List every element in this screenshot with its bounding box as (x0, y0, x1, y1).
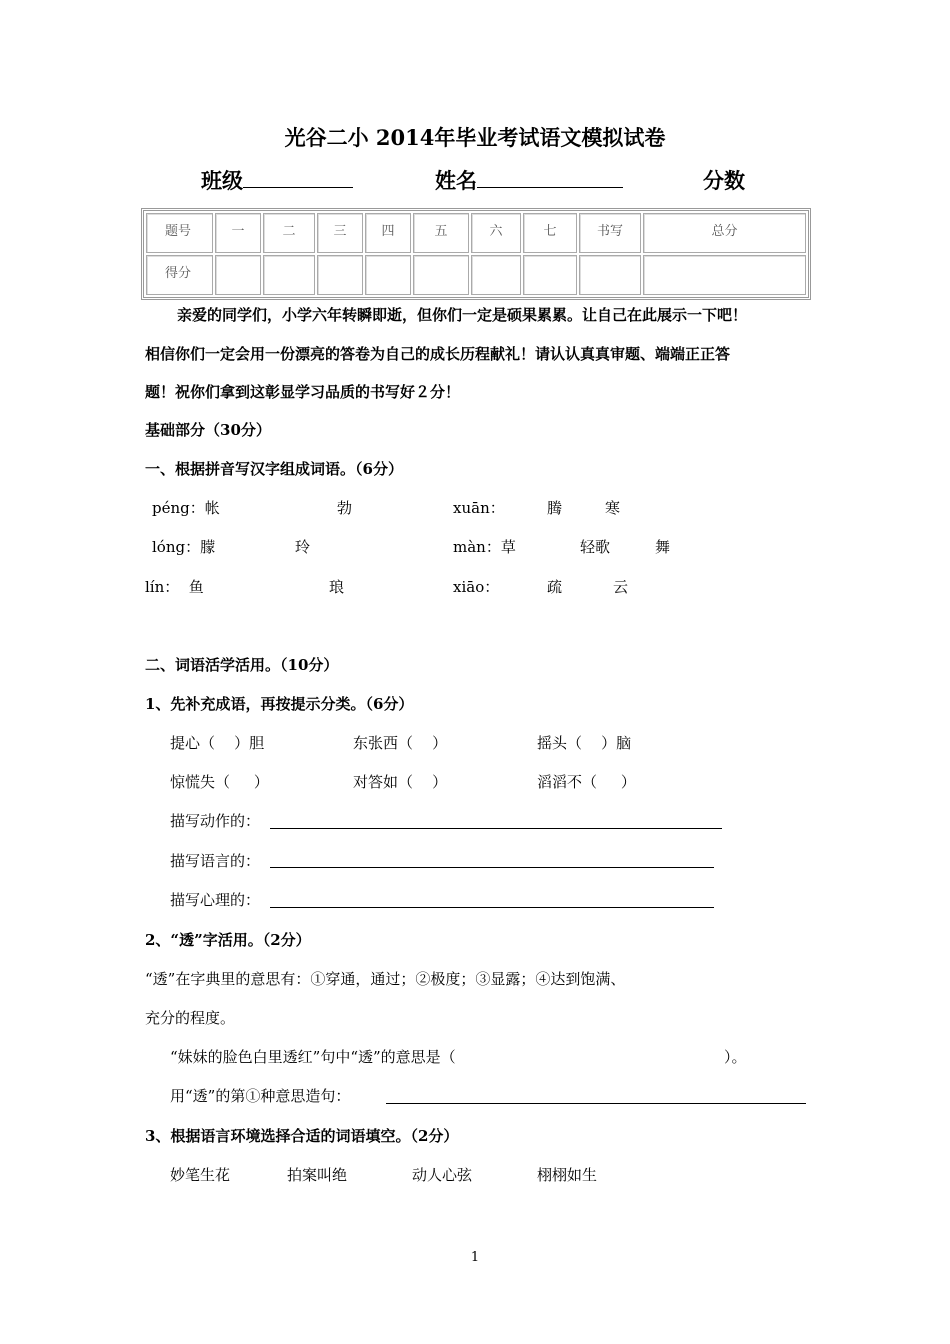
answer-line-action[interactable] (270, 827, 722, 829)
pinyin-word: 琅 (329, 578, 345, 596)
score-header-cell: 三 (317, 213, 363, 253)
q1-title: 一、根据拼音写汉字组成词语。（6分） (145, 460, 403, 478)
intro-line-3: 题！祝你们拿到这彰显学习品质的书写好２分！ (145, 383, 461, 401)
definition-line-2: 充分的程度。 (145, 1009, 236, 1027)
idiom-item: 对答如（ ） (353, 773, 448, 791)
pinyin-word: 勃 (337, 499, 353, 517)
score-label: 分数 (703, 168, 745, 193)
pinyin-word: 腾 (547, 499, 563, 517)
answer-line-sentence[interactable] (386, 1102, 806, 1104)
pinyin-word: 疏 (547, 578, 563, 596)
category-label-speech: 描写语言的： (170, 852, 261, 870)
score-header-cell: 六 (471, 213, 521, 253)
intro-line-1: 亲爱的同学们，小学六年转瞬即逝，但你们一定是硕果累累。让自己在此展示一下吧！ (177, 306, 748, 324)
answer-line-speech[interactable] (270, 866, 714, 868)
pinyin-word: 玲 (295, 538, 311, 556)
score-header-cell: 七 (523, 213, 577, 253)
score-cell[interactable] (579, 255, 641, 295)
idiom-item: 滔滔不（ ） (537, 773, 636, 791)
pinyin-word: 寒 (605, 499, 621, 517)
score-row-label: 得分 (146, 255, 213, 295)
pinyin-item: péng：帐 (152, 499, 220, 517)
idiom-item: 东张西（ ） (353, 734, 448, 752)
category-label-mind: 描写心理的： (170, 891, 261, 909)
idiom-item: 提心（ ）胆 (170, 734, 265, 752)
score-cell[interactable] (365, 255, 411, 295)
pinyin-item: xiāo： (453, 578, 500, 596)
answer-line-mind[interactable] (270, 906, 714, 908)
class-blank[interactable] (243, 167, 353, 188)
score-header-cell: 书写 (579, 213, 641, 253)
class-label: 班级 (201, 168, 243, 193)
pinyin-word: 云 (613, 578, 629, 596)
pinyin-word: 轻歌 (580, 538, 611, 556)
score-header-cell: 五 (413, 213, 469, 253)
q2-sub1-title: 1、先补充成语，再按提示分类。（6分） (145, 695, 414, 713)
intro-line-2: 相信你们一定会用一份漂亮的答卷为自己的成长历程献礼！请认认真真审题、端端正正答 (145, 345, 731, 363)
idiom-item: 摇头（ ）脑 (537, 734, 632, 752)
score-table (141, 208, 811, 300)
name-field (435, 165, 623, 195)
word-option: 动人心弦 (412, 1166, 473, 1184)
pinyin-item: xuān： (453, 499, 505, 517)
q2-title: 二、词语活学活用。（10分） (145, 656, 339, 674)
score-table-score-row (146, 255, 806, 295)
score-cell[interactable] (523, 255, 577, 295)
score-table-header-row (146, 213, 806, 253)
definition-line-1: “透”在字典里的意思有：①穿通，通过；②极度；③显露；④达到饱满、 (145, 970, 626, 988)
basic-section-heading: 基础部分（30分） (145, 421, 271, 439)
score-cell[interactable] (471, 255, 521, 295)
word-option: 拍案叫绝 (287, 1166, 348, 1184)
page-title: 光谷二小 2014年毕业考试语文模拟试卷 (284, 125, 666, 150)
class-field (201, 165, 353, 195)
pinyin-word: 舞 (655, 538, 671, 556)
score-header-cell: 四 (365, 213, 411, 253)
score-header-cell: 一 (215, 213, 261, 253)
sentence-question: 用“透”的第①种意思造句： (170, 1087, 351, 1105)
score-cell[interactable] (215, 255, 261, 295)
pinyin-item: lín： 鱼 (145, 578, 204, 596)
score-cell[interactable] (317, 255, 363, 295)
word-option: 栩栩如生 (537, 1166, 598, 1184)
score-cell[interactable] (263, 255, 315, 295)
score-header-cell: 总分 (643, 213, 806, 253)
page-number: 1 (470, 1250, 480, 1265)
category-label-action: 描写动作的： (170, 812, 261, 830)
meaning-question-end: ）。 (724, 1048, 747, 1066)
pinyin-item: lóng：朦 (152, 538, 216, 556)
score-header-cell: 二 (263, 213, 315, 253)
score-cell[interactable] (413, 255, 469, 295)
q2-sub2-title: 2、“透”字活用。（2分） (145, 931, 311, 949)
word-option: 妙笔生花 (170, 1166, 231, 1184)
idiom-item: 惊慌失（ ） (170, 773, 269, 791)
name-label: 姓名 (435, 168, 477, 193)
pinyin-item: màn：草 (453, 538, 516, 556)
name-blank[interactable] (477, 167, 623, 188)
q2-sub3-title: 3、根据语言环境选择合适的词语填空。（2分） (145, 1127, 459, 1145)
score-header-cell: 题号 (146, 213, 213, 253)
meaning-question: “妹妹的脸色白里透红”句中“透”的意思是（ (170, 1048, 456, 1066)
score-cell[interactable] (643, 255, 806, 295)
